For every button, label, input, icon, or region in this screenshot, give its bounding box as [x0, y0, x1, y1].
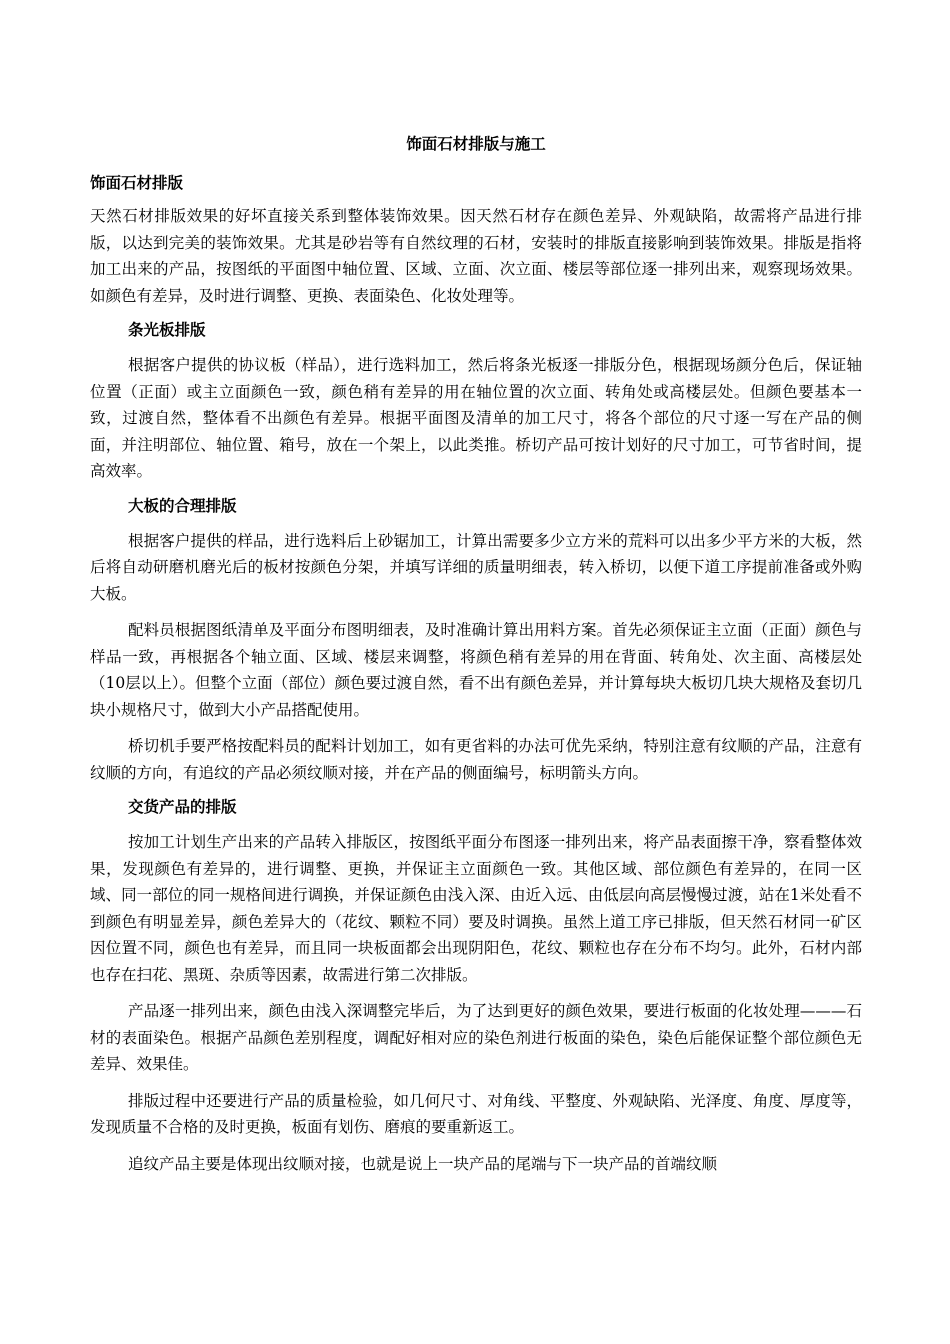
paragraph: 产品逐一排列出来，颜色由浅入深调整完毕后，为了达到更好的颜色效果，要进行板面的化妆处理———石材的表面染色。根据产品颜色差别程度，调配好相对应的染色剂进行板面的染色，染色后能保证整个部位颜色无差异、效果佳。 — [90, 1002, 862, 1073]
intro-paragraph: 天然石材排版效果的好坏直接关系到整体装饰效果。因天然石材存在颜色差异、外观缺陷，故需将产品进行排版，以达到完美的装饰效果。尤其是砂岩等有自然纹理的石材，安装时的排版直接影响到装饰效果。排版是指将加工出来的产品，按图纸的平面图中轴位置、区域、立面、次立面、楼层等部位逐一排列出来，观察现场效果。如颜色有差异，及时进行调整、更换、表面染色、化妆处理等。 — [90, 207, 862, 305]
document-page — [90, 133, 862, 1187]
paragraph: 配料员根据图纸清单及平面分布图明细表，及时准确计算出用料方案。首先必须保证主立面（正面）颜色与样品一致，再根据各个轴立面、区域、楼层来调整，将颜色稍有差异的用在背面、转角处、次主面、高楼层处（10层以上）。但整个立面（部位）颜色要过渡自然，看不出有颜色差异，并计算每块大板切几块大规格及套切几块小规格尺寸，做到大小产品搭配使用。 — [90, 621, 862, 719]
paragraph: 根据客户提供的协议板（样品），进行选料加工，然后将条光板逐一排版分色，根据现场颜分色后，保证轴位置（正面）或主立面颜色一致，颜色稍有差异的用在轴位置的次立面、转角处或高楼层处。但颜色要基本一致，过渡自然，整体看不出颜色有差异。根据平面图及清单的加工尺寸，将各个部位的尺寸逐一写在产品的侧面，并注明部位、轴位置、箱号，放在一个架上，以此类推。桥切产品可按计划好的尺寸加工，可节省时间，提高效率。 — [90, 356, 862, 480]
paragraph: 根据客户提供的样品，进行选料后上砂锯加工，计算出需要多少立方米的荒料可以出多少平方米的大板，然后将自动研磨机磨光后的板材按颜色分架，并填写详细的质量明细表，转入桥切，以便下道工序提前准备或外购大板。 — [90, 531, 862, 603]
subsection-heading-delivery: 交货产品的排版 — [128, 798, 237, 816]
document-title: 饰面石材排版与施工 — [406, 135, 546, 153]
paragraph: 追纹产品主要是体现出纹顺对接，也就是说上一块产品的尾端与下一块产品的首端纹顺 — [128, 1154, 718, 1173]
subsection-heading-large-slab: 大板的合理排版 — [128, 496, 237, 515]
paragraph: 按加工计划生产出来的产品转入排版区，按图纸平面分布图逐一排列出来，将产品表面擦干净，察看整体效果，发现颜色有差异的，进行调整、更换，并保证主立面颜色一致。其他区域、部位颜色有差异的，在同一区域、同一部位的同一规格间进行调换，并保证颜色由浅入深、由近入远、由低层向高层慢慢过渡，站在1米处看不到颜色有明显差异，颜色差异大的（花纹、颗粒不同）要及时调换。虽然上道工序已排版，但天然石材同一矿区因位置不同，颜色也有差异，而且同一块板面都会出现阴阳色，花纹、颗粒也存在分布不均匀。此外，石材内部也存在扫花、黑斑、杂质等因素，故需进行第二次排版。 — [90, 833, 862, 984]
section-heading: 饰面石材排版 — [90, 174, 184, 192]
paragraph: 桥切机手要严格按配料员的配料计划加工，如有更省料的办法可优先采纳，特别注意有纹顺的产品，注意有纹顺的方向，有追纹的产品必须纹顺对接，并在产品的侧面编号，标明箭头方向。 — [90, 737, 862, 782]
paragraph: 排版过程中还要进行产品的质量检验，如几何尺寸、对角线、平整度、外观缺陷、光泽度、角度、厚度等，发现质量不合格的及时更换，板面有划伤、磨痕的要重新返工。 — [90, 1091, 862, 1136]
subsection-heading-strip-board: 条光板排版 — [128, 321, 206, 339]
